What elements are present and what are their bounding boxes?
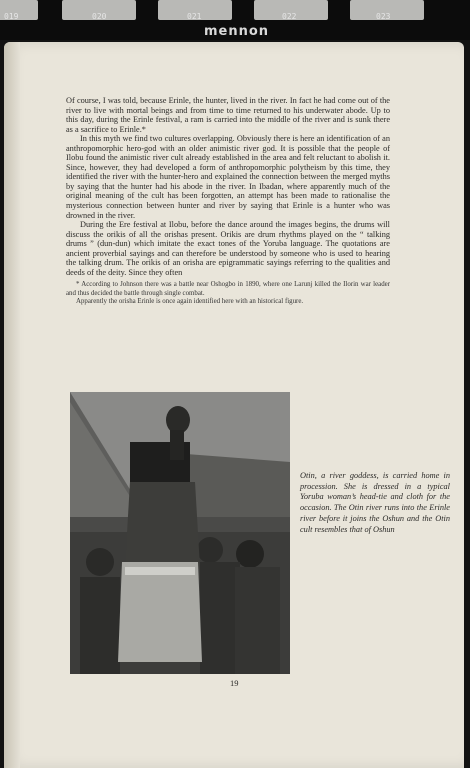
- paragraph-3: During the Ere festival at Ilobu, before the dance around the images begins, the drums will discuss the orikis of all the orishas present. Orikis are drum rhythms played on the “ talking drums ” (dun-dun) which imitate the exact tones of the Yoruba language. The quotations are ancient proverbial sayings and can therefore be understood by someone who is used to hearing the talking drum. The orikis of an orisha are epigrammatic sayings referring to the qualities and deeds of the deity. Since they often: [66, 220, 390, 277]
- footnote: [66, 281, 390, 306]
- footnote-line-1: * According to Johnson there was a battle near Oshogbo in 1890, where one Larunj killed the Ilorin war leader and thus decided the battle through single combat.: [66, 281, 390, 297]
- body-text: [66, 96, 390, 307]
- frame-number-3: 021: [187, 12, 202, 21]
- frame-number-2: 020: [92, 12, 107, 21]
- footnote-line-2: Apparently the orisha Erinle is once again identified here with an historical figure.: [76, 298, 304, 306]
- page-number: 19: [230, 678, 239, 688]
- brand-logo: mennon: [204, 24, 270, 39]
- paragraph-1: Of course, I was told, because Erinle, the hunter, lived in the river. In fact he had come out of the river to live with mortal beings and from time to time returned to his underwater abode. Up to this day, during the Erinle festival, a ram is carried into the middle of the river and is sunk there as a sacrifice to Erinle.*: [66, 96, 390, 134]
- procession-photo-illustration: [70, 392, 290, 674]
- frame-number-4: 022: [282, 12, 297, 21]
- photo-caption: Otin, a river goddess, is carried home in procession. She is dressed in a typical Yoruba woman’s head-tie and cloth for the occasion. The Otin river runs into the Erinle river before it joins the Oshun and the Otin cult resembles that of Oshun: [300, 471, 450, 534]
- film-strip: [0, 0, 470, 40]
- frame-number-5: 023: [376, 12, 391, 21]
- paragraph-2: In this myth we find two cultures overlapping. Obviously there is here an identification of an anthropomorphic hero-god with an older animistic river god. It is possible that the people of Ilobu found the animistic river cult already established in the area and felt reluctant to abolish it. Since, however, they had developed a form of anthropomorphic polytheism by this time, they identified the river with the hunter-hero and explained the connection between the merged myths by saying that the hunter had his abode in the river. In Ibadan, where apparently much of the original meaning of the cult has been forgotten, an attempt has been made to rationalise the mysterious connection between hunter and river by saying that Erinle is a hunter who was drowned in the river.: [66, 134, 390, 220]
- page-spine-shadow: [4, 42, 20, 768]
- frame-number-1: 019: [4, 12, 19, 21]
- procession-photo: [70, 392, 290, 674]
